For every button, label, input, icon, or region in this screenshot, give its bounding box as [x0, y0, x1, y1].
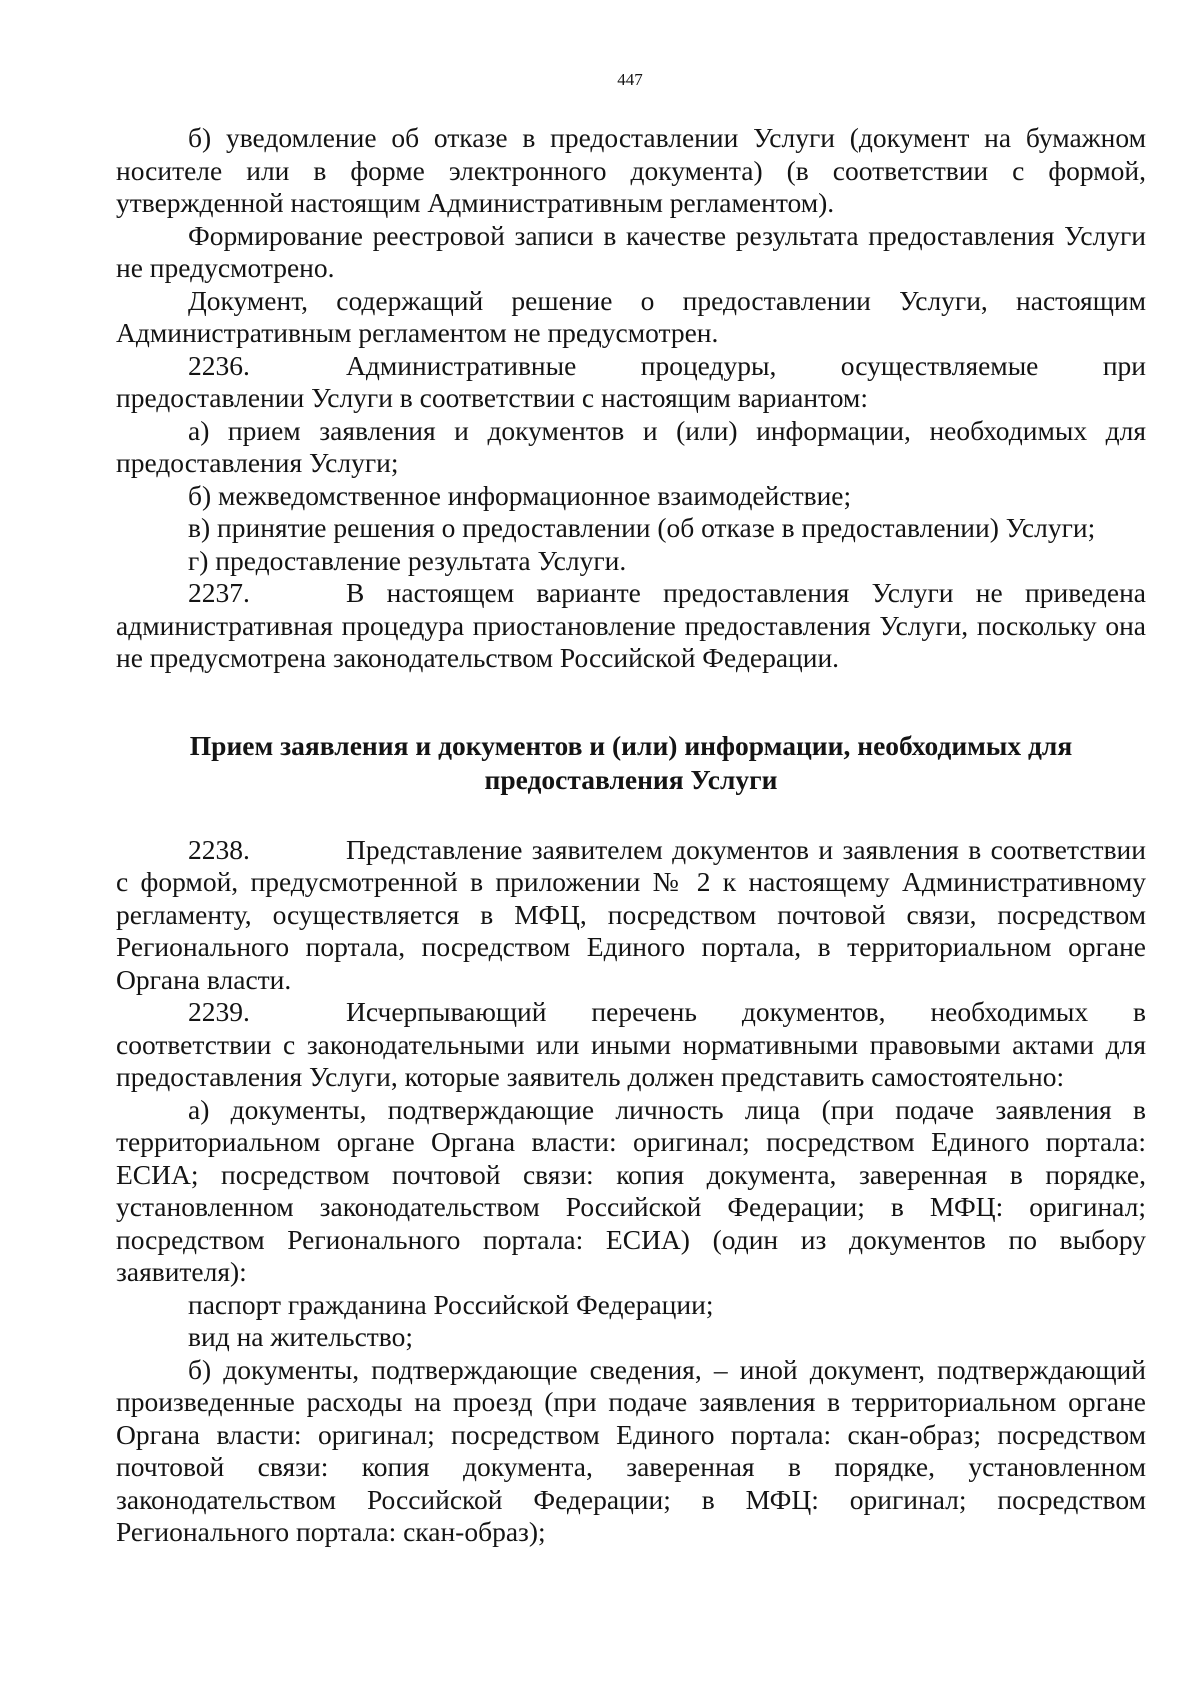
list-item-supporting-documents: б) документы, подтверждающие сведения, – иной документ, подтверждающий произведенные расходы на проезд (при подаче заявления в территориальном органе Органа власти: оригинал; посредством Единого портала: скан-образ; посредством почтовой связи: копия документа, заверенная в порядке, установленном законодательством Российской Федерации; в МФЦ: оригинал; посредством Регионального портала: скан-образ); — [116, 1353, 1146, 1547]
section-heading-line-1: Прием заявления и документов и (или) информации, необходимых для — [189, 729, 1073, 761]
paragraph-2238: 2238. Представление заявителем документов и заявления в соответствии с формой, предусмотренной в приложении № 2 к настоящему Административному регламенту, осуществляется в МФЦ, посредством почтовой связи, посредством Регионального портала, посредством Единого портала, в территориальном органе Органа власти. — [116, 833, 1146, 995]
list-item-passport: паспорт гражданина Российской Федерации; — [188, 1288, 714, 1320]
section-heading — [116, 729, 1146, 797]
paragraph-number: 2236. — [188, 349, 250, 381]
paragraph-2239: 2239. Исчерпывающий перечень документов, необходимых в соответствии с законодательными или иными нормативными правовыми актами для предоставления Услуги, которые заявитель должен представить самостоятельно: — [116, 996, 1146, 1092]
paragraph-2236: 2236. Административные процедуры, осуществляемые при предоставлении Услуги в соответствии с настоящим вариантом: — [116, 349, 1146, 413]
paragraph-2237: 2237. В настоящем варианте предоставления Услуги не приведена административная процедура приостановление предоставления Услуги, поскольку она не предусмотрена законодательством Российской Федерации. — [116, 577, 1146, 673]
list-item-residence-permit: вид на жительство; — [188, 1321, 413, 1352]
paragraph-decision-document: Документ, содержащий решение о предоставлении Услуги, настоящим Административным регламентом не предусмотрен. — [116, 284, 1146, 348]
paragraph-number: 2239. — [188, 996, 250, 1027]
document-body — [116, 122, 1146, 1549]
list-item-b: б) межведомственное информационное взаимодействие; — [188, 479, 852, 511]
paragraph-registry-entry: Формирование реестровой записи в качестве результата предоставления Услуги не предусмотрено. — [116, 219, 1146, 283]
paragraph-number: 2238. — [188, 833, 250, 865]
list-item-g: г) предоставление результата Услуги. — [188, 544, 627, 576]
paragraph-number: 2237. — [188, 577, 250, 608]
paragraph-result-refusal: б) уведомление об отказе в предоставлении Услуги (документ на бумажном носителе или в форме электронного документа) (в соответствии с формой, утвержденной настоящим Административным регламентом). — [116, 122, 1146, 218]
list-item-identity-documents: а) документы, подтверждающие личность лица (при подаче заявления в территориальном органе Органа власти: оригинал; посредством Единого портала: ЕСИА; посредством почтовой связи: копия документа, заверенная в порядке, установленном законодательством Российской Федерации; в МФЦ: оригинал; посредством Регионального портала: ЕСИА) (один из документов по выбору заявителя): — [116, 1093, 1146, 1287]
list-item-v: в) принятие решения о предоставлении (об отказе в предоставлении) Услуги; — [188, 512, 1096, 543]
section-heading-line-2: предоставления Услуги — [484, 763, 778, 795]
list-item-a: а) прием заявления и документов и (или) информации, необходимых для предоставления Услуги; — [116, 414, 1146, 478]
page-number: 447 — [617, 70, 643, 89]
